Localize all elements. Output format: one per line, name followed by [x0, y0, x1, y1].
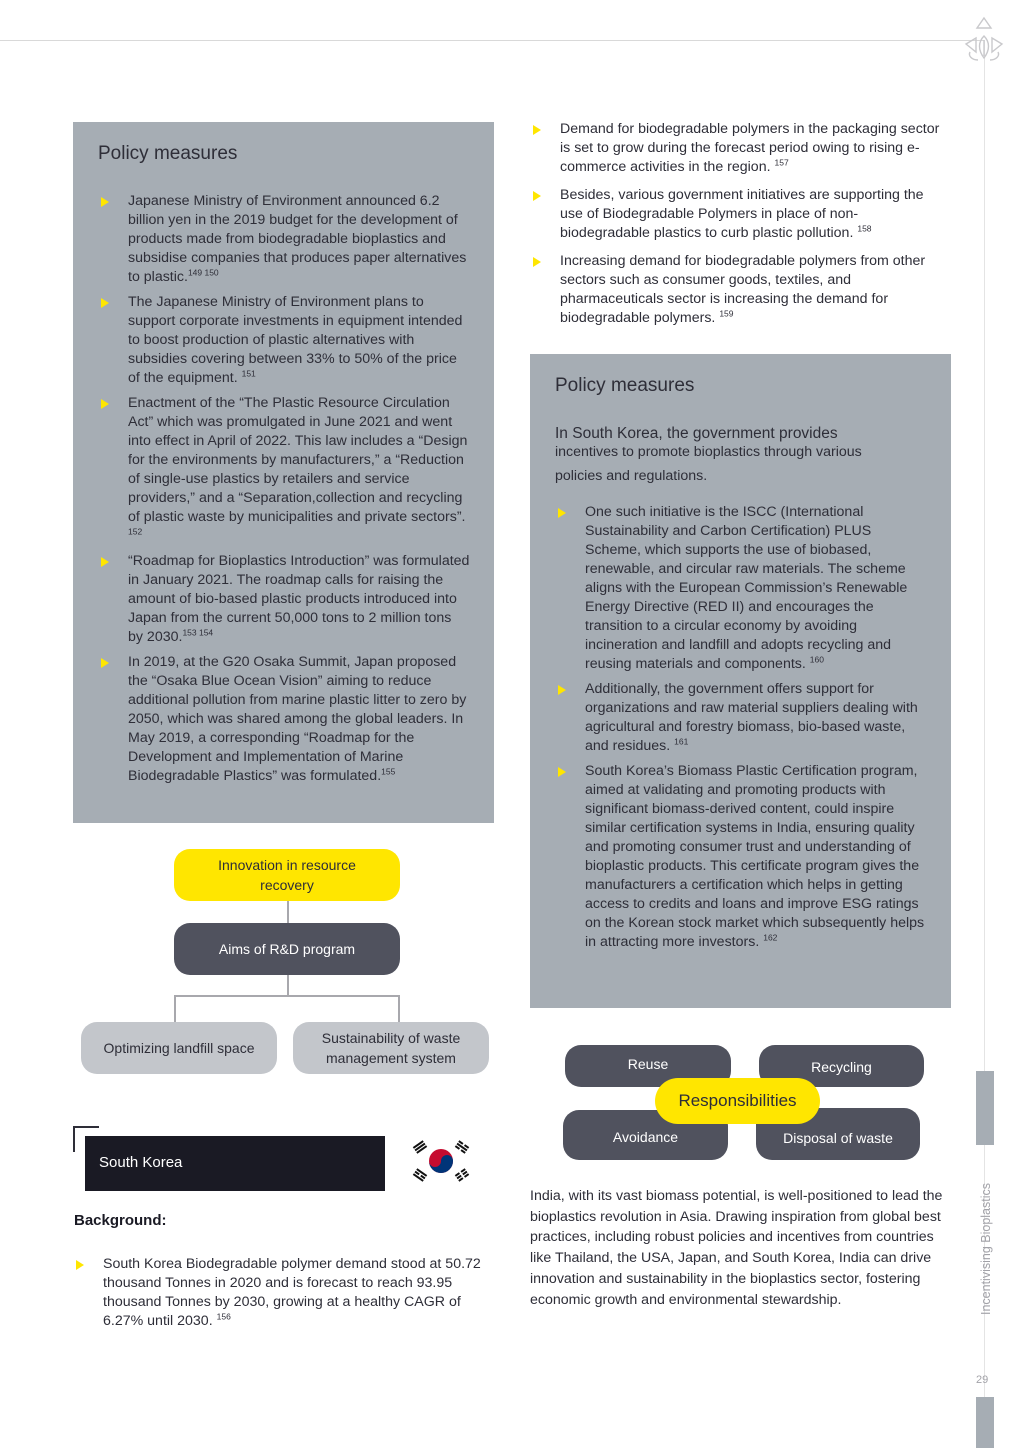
connector [174, 995, 176, 1023]
list-item: South Korea’s Biomass Plastic Certification program, aimed at validating and promoting products with significant biomass-derived content, could inspire similar certification systems in India, ensuring quality and promoting consumer trust and understanding of bioplastic products. This certificate program gives the manufacturers a certification which helps in getting access to credits and loans and improve ESG ratings on the Korean stock market which subsequently helps in attracting more investors. $^{162}$ [555, 762, 925, 952]
korea-policy-box [530, 354, 951, 1008]
bullet-triangle-icon [558, 508, 566, 518]
diagram-node-responsibilities: Responsibilities [655, 1078, 820, 1124]
demand-list [530, 120, 940, 334]
country-banner-label: South Korea [99, 1154, 183, 1171]
sidebar-bottom-marker [976, 1397, 994, 1448]
diagram-node-recycling: Recycling [759, 1045, 924, 1087]
diagram-node-avoidance: Avoidance [563, 1110, 728, 1160]
bullet-triangle-icon [101, 399, 109, 409]
list-item: The Japanese Ministry of Environment plans to support corporate investments in equipment intended to boost production of plastic alternatives with subsidies covering between 33% to 50% of the price of the equipment. $^{151}$ [98, 293, 470, 388]
bullet-triangle-icon [101, 197, 109, 207]
bullet-triangle-icon [101, 298, 109, 308]
diagram-node-waste-sustainability: Sustainability of waste management system [293, 1022, 489, 1074]
connector [174, 995, 400, 997]
bullet-triangle-icon [533, 257, 541, 267]
list-item: Increasing demand for biodegradable polymers from other sectors such as consumer goods, textiles, and pharmaceuticals sector is increasing the demand for biodegradable polymers. $^{159}$ [530, 252, 940, 328]
bullet-triangle-icon [533, 125, 541, 135]
diagram-node-aims: Aims of R&D program [174, 923, 400, 975]
list-item: In 2019, at the G20 Osaka Summit, Japan proposed the “Osaka Blue Ocean Vision” aiming to reduce additional pollution from marine plastic litter to zero by 2050, which was shared among the global leaders. In May 2019, a corresponding “Roadmap for the Development and Implementation of Marine Biodegradable Plastics” was formulated.$^{155}$ [98, 653, 470, 786]
box-title: Policy measures [555, 375, 695, 396]
conclusion-paragraph: India, with its vast biomass potential, is well-positioned to lead the bioplastics revolution in Asia. Drawing inspiration from global best practices, including robust policies and incentives from countries like Thailand, the USA, Japan, and South Korea, India can drive innovation and sustainability in the bioplastics sector, fostering economic growth and environmental stewardship. [530, 1188, 943, 1308]
south-korea-flag-icon [410, 1138, 472, 1184]
bullet-triangle-icon [533, 191, 541, 201]
list-item: Enactment of the “The Plastic Resource Circulation Act” which was promulgated in June 2021 and went into effect in April of 2022. This law includes a “Design for the environments by manufacturers,” a “Reduction of single-use plastics by retailers and service providers,” and a “Separation,collection and recycling of plastic waste by municipalities and private sectors”. $^{152}$ [98, 394, 470, 546]
diagram-node-innovation: Innovation in resource recovery [174, 849, 400, 901]
header-rule [0, 40, 985, 41]
diagram-node-landfill: Optimizing landfill space [81, 1022, 277, 1074]
japan-policy-box [73, 122, 494, 823]
background-heading: Background: [74, 1212, 167, 1229]
sidebar-tab-marker [976, 1071, 994, 1145]
background-list [73, 1255, 483, 1337]
list-item: “Roadmap for Bioplastics Introduction” was formulated in January 2021. The roadmap calls for raising the amount of bio-based plastic products introduced into Japan from the current 50,000 tons to 2 million tons by 2030.$^{153 154}$ [98, 552, 470, 647]
connector [287, 900, 289, 924]
bullet-triangle-icon [558, 685, 566, 695]
recycle-leaf-icon [958, 14, 1010, 64]
section-title: Incentivising Bioplastics [979, 1182, 993, 1315]
box-title: Policy measures [98, 143, 238, 164]
bullet-triangle-icon [101, 557, 109, 567]
list-item: Additionally, the government offers support for organizations and raw material suppliers dealing with agricultural and forestry biomass, bio-based waste, and residues. $^{161}$ [555, 680, 925, 756]
diagram-node-reuse: Reuse [565, 1045, 731, 1087]
policy-list [98, 192, 470, 792]
connector [287, 974, 289, 996]
box-intro: In South Korea, the government provides incentives to promote bioplastics through various policies and regulations. [555, 425, 862, 484]
diagram-node-disposal: Disposal of waste [756, 1108, 920, 1160]
list-item: Besides, various government initiatives are supporting the use of Biodegradable Polymers in place of non-biodegradable plastics to curb plastic pollution. $^{158}$ [530, 186, 940, 243]
list-item: One such initiative is the ISCC (International Sustainability and Carbon Certification) PLUS Scheme, which supports the use of biobased, renewable, and circular raw materials. The scheme aligns with the European Commission’s Renewable Energy Directive (RED II) and encourages the transition to a circular economy by avoiding incineration and landfill and adopts recycling and reusing materials and components. $^{160}$ [555, 503, 925, 674]
policy-list [555, 503, 925, 958]
bullet-triangle-icon [76, 1260, 84, 1270]
connector [398, 995, 400, 1023]
page-number: 29 [976, 1374, 989, 1386]
country-banner [85, 1136, 385, 1191]
bullet-triangle-icon [101, 658, 109, 668]
list-item: Japanese Ministry of Environment announced 6.2 billion yen in the 2019 budget for the development of products made from biodegradable bioplastics and subsidise companies that produces paper alternatives to plastic.$^{149 150}$ [98, 192, 470, 287]
list-item: Demand for biodegradable polymers in the packaging sector is set to grow during the forecast period owing to rising e-commerce activities in the region. $^{157}$ [530, 120, 940, 177]
bullet-triangle-icon [558, 767, 566, 777]
list-item: South Korea Biodegradable polymer demand stood at 50.72 thousand Tonnes in 2020 and is forecast to reach 93.95 thousand Tonnes by 2030, growing at a healthy CAGR of 6.27% until 2030. $^{156}$ [73, 1255, 483, 1331]
